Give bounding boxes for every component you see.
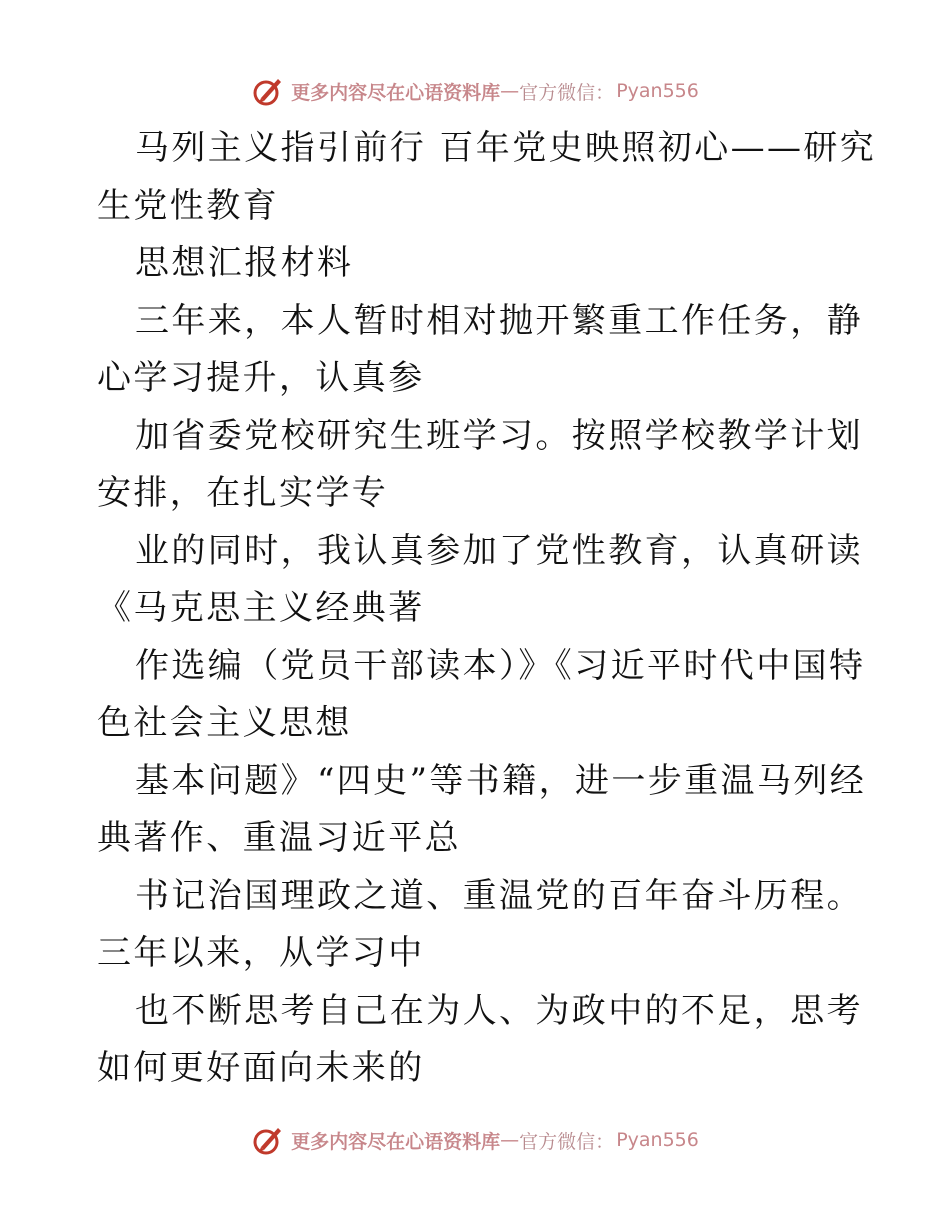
footer-banner-main: 更多内容尽在心语资料库 xyxy=(291,1130,501,1153)
header-banner-separator: — xyxy=(500,80,520,102)
header-banner-id: Pyan556 xyxy=(616,80,699,102)
footer-banner xyxy=(0,1120,950,1160)
header-banner-label: 官方微信： xyxy=(519,81,615,104)
paragraph: 加省委党校研究生班学习。按照学校教学计划安排，在扎实学专 xyxy=(97,415,863,513)
document-subtitle: 思想汇报材料 xyxy=(135,243,354,283)
paragraph: 三年来，本人暂时相对抛开繁重工作任务，静心学习提升，认真参 xyxy=(97,300,863,398)
document-body xyxy=(97,120,877,1098)
paragraph: 也不断思考自己在为人、为政中的不足，思考如何更好面向未来的 xyxy=(97,990,863,1088)
header-banner-text xyxy=(291,78,699,105)
document-title: 马列主义指引前行 百年党史映照初心——研究生党性教育 xyxy=(97,128,877,226)
pen-circle-logo-icon xyxy=(251,74,285,108)
footer-banner-label: 官方微信： xyxy=(519,1130,615,1153)
header-banner xyxy=(0,71,950,111)
paragraph: 书记治国理政之道、重温党的百年奋斗历程。三年以来，从学习中 xyxy=(97,875,863,973)
footer-banner-separator: — xyxy=(500,1129,520,1151)
header-banner-main: 更多内容尽在心语资料库 xyxy=(291,81,501,104)
footer-banner-text xyxy=(291,1127,699,1154)
paragraph: 基本问题》“四史”等书籍，进一步重温马列经典著作、重温习近平总 xyxy=(97,760,867,858)
paragraph: 作选编（党员干部读本）》《习近平时代中国特色社会主义思想 xyxy=(97,645,866,743)
pen-circle-logo-icon xyxy=(251,1123,285,1157)
paragraph: 业的同时，我认真参加了党性教育，认真研读《马克思主义经典著 xyxy=(97,530,863,628)
footer-banner-id: Pyan556 xyxy=(616,1129,699,1151)
